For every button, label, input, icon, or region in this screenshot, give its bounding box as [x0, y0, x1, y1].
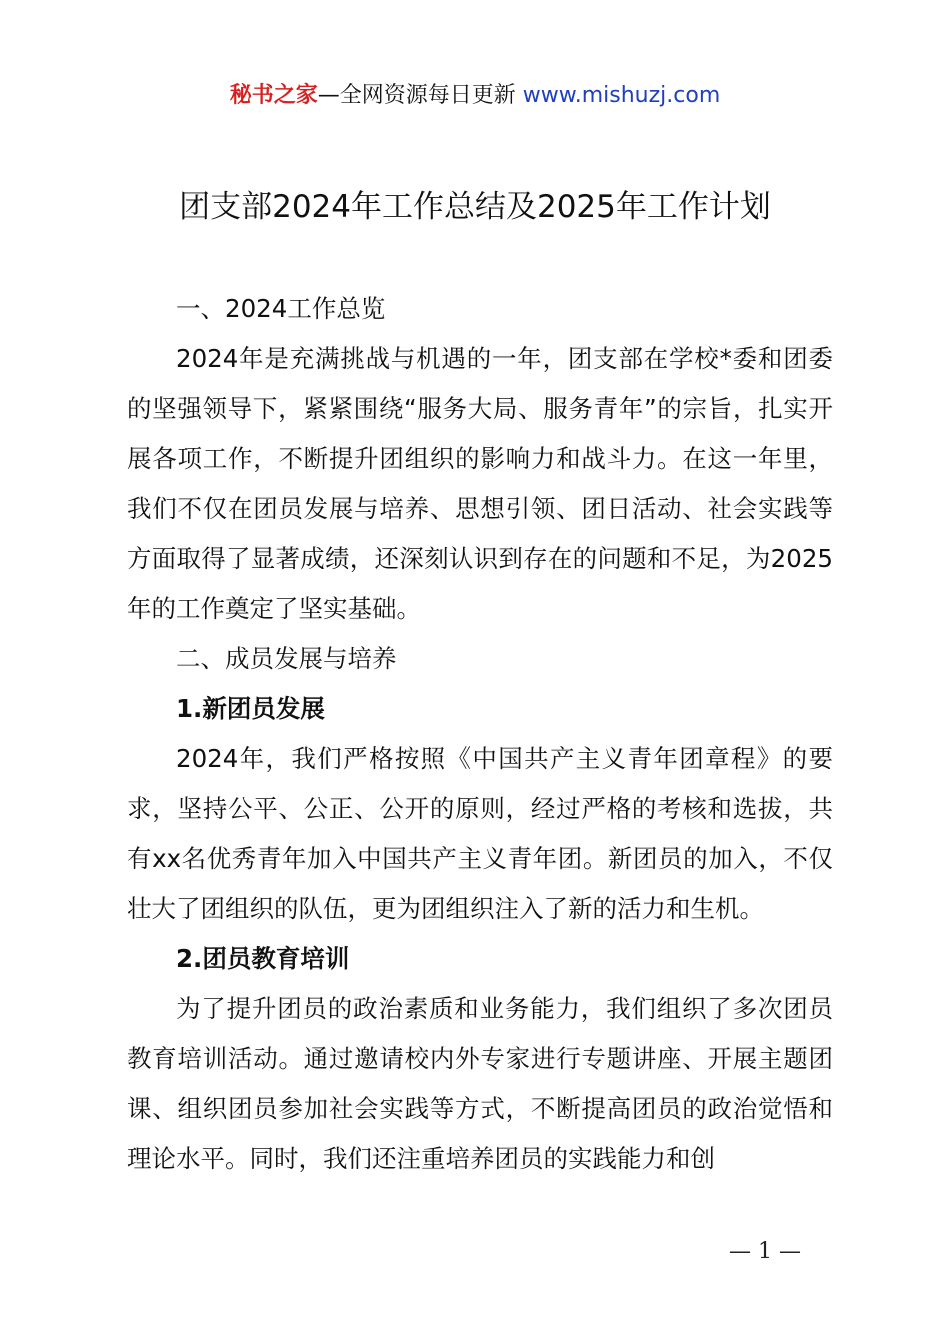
document-body: [127, 284, 833, 1184]
page-number: — 1 —: [729, 1239, 801, 1264]
site-brand: 秘书之家: [229, 83, 318, 108]
body-paragraph: 2024年，我们严格按照《中国共产主义青年团章程》的要求，坚持公平、公正、公开的原则，经过严格的考核和选拔，共有xx名优秀青年加入中国共产主义青年团。新团员的加入，不仅壮大了团组织的队伍，更为团组织注入了新的活力和生机。: [127, 744, 833, 923]
subsection-heading-new-members: 1.新团员发展: [176, 694, 325, 723]
site-url-link[interactable]: www.mishuzj.com: [522, 83, 721, 108]
document-title: 团支部2024年工作总结及2025年工作计划: [179, 189, 771, 225]
body-paragraph: 为了提升团员的政治素质和业务能力，我们组织了多次团员教育培训活动。通过邀请校内外专家进行专题讲座、开展主题团课、组织团员参加社会实践等方式，不断提高团员的政治觉悟和理论水平。同时，我们还注重培养团员的实践能力和创: [127, 994, 833, 1173]
section-heading-overview: 一、2024工作总览: [176, 294, 386, 323]
body-paragraph: 2024年是充满挑战与机遇的一年，团支部在学校*委和团委的坚强领导下，紧紧围绕“服务大局、服务青年”的宗旨，扎实开展各项工作，不断提升团组织的影响力和战斗力。在这一年里，我们不仅在团员发展与培养、思想引领、团日活动、社会实践等方面取得了显著成绩，还深刻认识到存在的问题和不足，为2025年的工作奠定了坚实基础。: [127, 344, 833, 623]
subsection-heading-training: 2.团员教育培训: [176, 944, 350, 973]
section-heading-member-development: 二、成员发展与培养: [176, 644, 397, 673]
site-header: [0, 80, 950, 112]
site-tagline: —全网资源每日更新: [317, 83, 523, 108]
